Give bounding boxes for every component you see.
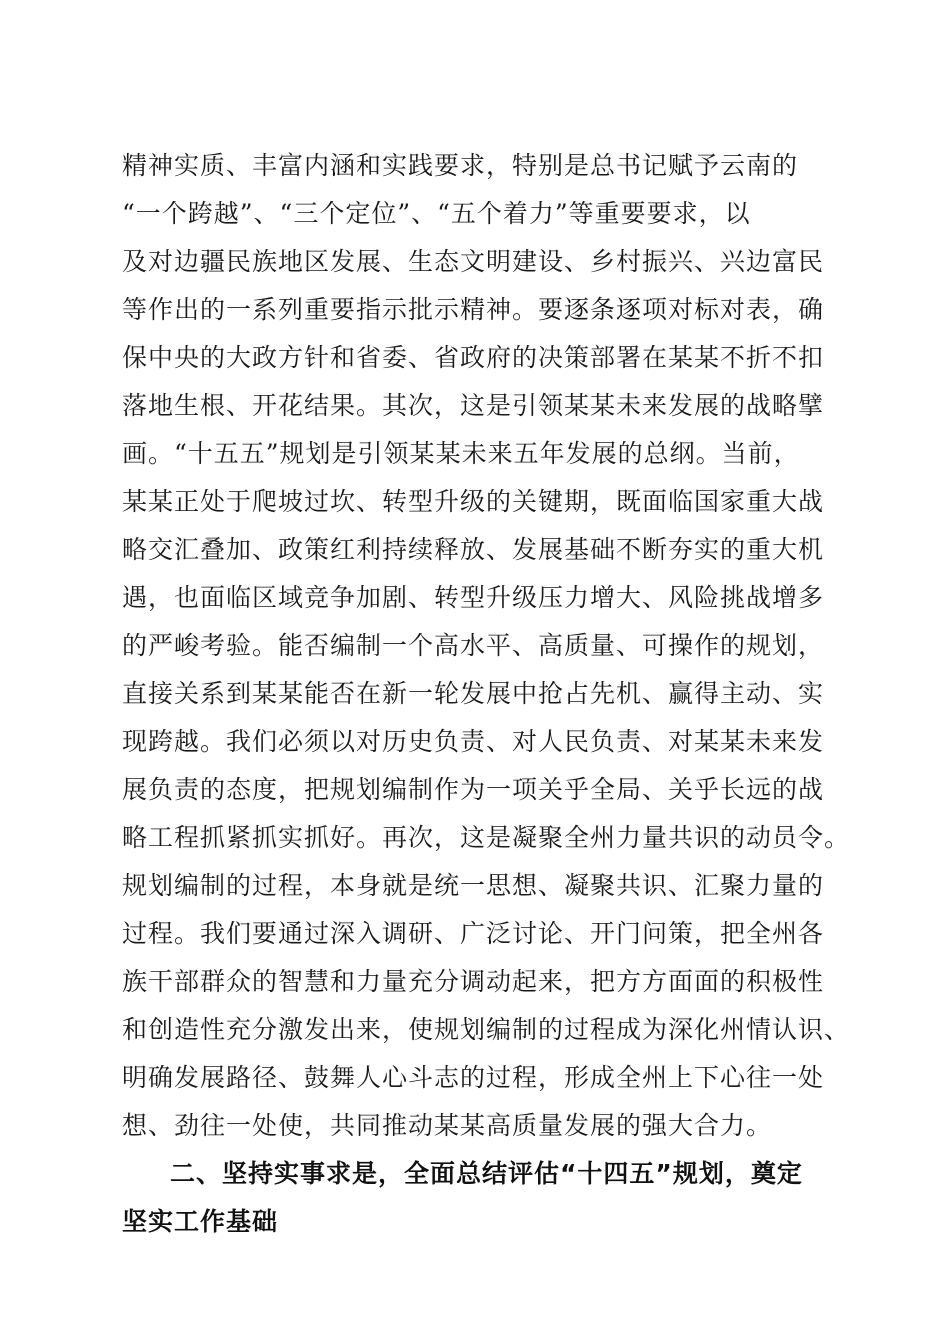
body-paragraph (122, 142, 851, 1150)
heading-line: 坚实工作基础 (122, 1207, 279, 1236)
paragraph-line: 画。“十五五”规划是引领某某未来五年发展的总纲。当前， (122, 439, 800, 468)
paragraph-line: 略工程抓紧抓实抓好。再次，这是凝聚全州力量共识的动员令。 (122, 823, 851, 852)
paragraph-line: 明确发展路径、鼓舞人心斗志的过程，形成全州上下心往一处 (122, 1063, 825, 1092)
paragraph-line: 精神实质、丰富内涵和实践要求，特别是总书记赋予云南的 (122, 151, 799, 180)
paragraph-line: 落地生根、开花结果。其次，这是引领某某未来发展的战略擘 (122, 391, 825, 420)
paragraph-line: 规划编制的过程，本身就是统一思想、凝聚共识、汇聚力量的 (122, 871, 825, 900)
paragraph-line: 过程。我们要通过深入调研、广泛讨论、开门问策，把全州各 (122, 919, 825, 948)
paragraph-line: 族干部群众的智慧和力量充分调动起来，把方方面面的积极性 (122, 967, 825, 996)
paragraph-line: 的严峻考验。能否编制一个高水平、高质量、可操作的规划， (122, 631, 825, 660)
paragraph-line: 略交汇叠加、政策红利持续释放、发展基础不断夯实的重大机 (122, 535, 825, 564)
paragraph-line: 想、劲往一处使，共同推动某某高质量发展的强大合力。 (122, 1111, 773, 1140)
paragraph-line: 保中央的大政方针和省委、省政府的决策部署在某某不折不扣 (122, 343, 825, 372)
paragraph-line: 直接关系到某某能否在新一轮发展中抢占先机、赢得主动、实 (122, 679, 825, 708)
section-heading (122, 1150, 842, 1246)
paragraph-line: 遇，也面临区域竞争加剧、转型升级压力增大、风险挑战增多 (122, 583, 825, 612)
paragraph-line: 某某正处于爬坡过坎、转型升级的关键期，既面临国家重大战 (122, 487, 825, 516)
paragraph-line: “一个跨越”、“三个定位”、“五个着力”等重要要求，以 (122, 199, 751, 228)
heading-line: 二、坚持实事求是，全面总结评估“十四五”规划，奠定 (170, 1159, 803, 1188)
document-body (122, 142, 851, 1246)
paragraph-line: 和创造性充分激发出来，使规划编制的过程成为深化州情认识、 (122, 1015, 851, 1044)
paragraph-line: 展负责的态度，把规划编制作为一项关乎全局、关乎长远的战 (122, 775, 825, 804)
paragraph-line: 及对边疆民族地区发展、生态文明建设、乡村振兴、兴边富民 (122, 247, 825, 276)
paragraph-line: 现跨越。我们必须以对历史负责、对人民负责、对某某未来发 (122, 727, 825, 756)
paragraph-line: 等作出的一系列重要指示批示精神。要逐条逐项对标对表，确 (122, 295, 825, 324)
